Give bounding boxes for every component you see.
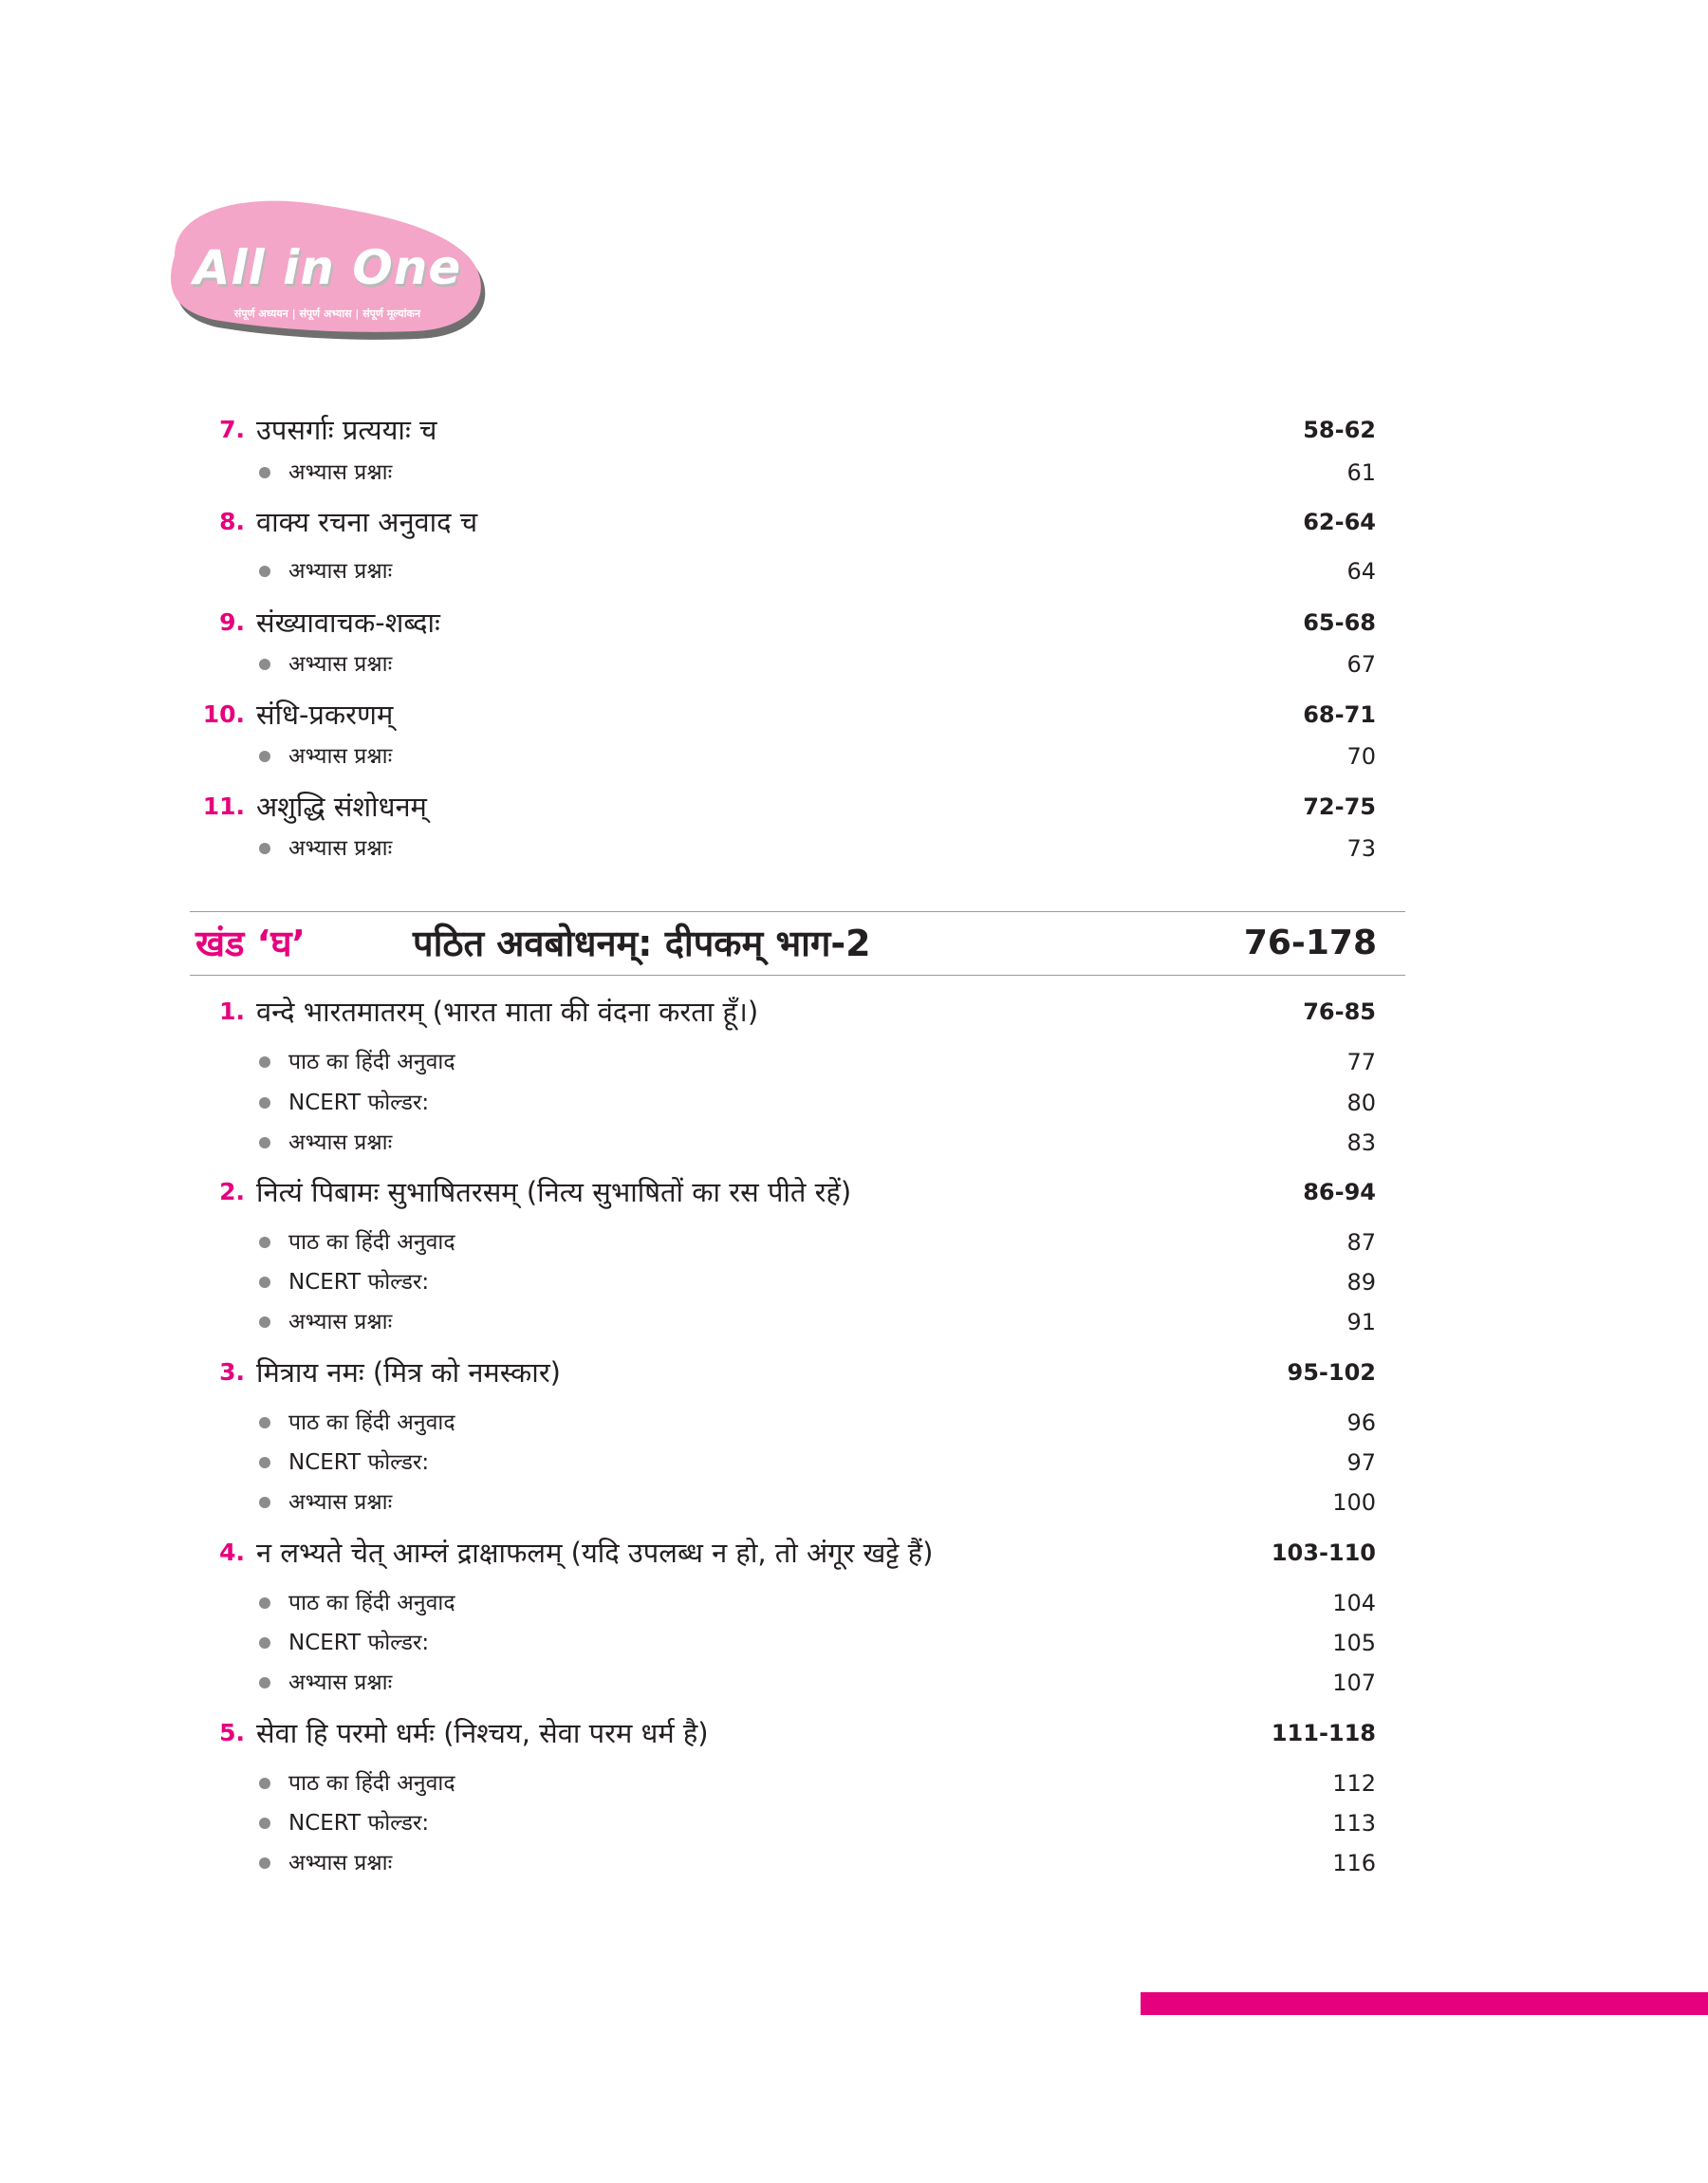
chapter-page-range: 76-85 (1303, 998, 1376, 1025)
chapter-page-range: 95-102 (1287, 1359, 1376, 1386)
bullet-icon (259, 1857, 270, 1869)
toc-sub-row[interactable] (0, 1764, 1708, 1802)
sub-label: NCERT फोल्डर: (288, 1811, 430, 1836)
chapter-number: 1. (219, 998, 245, 1025)
bullet-icon (259, 1457, 270, 1468)
sub-label: पाठ का हिंदी अनुवाद (288, 1050, 455, 1074)
toc-sub-row[interactable] (0, 1444, 1708, 1482)
sub-label: NCERT फोल्डर: (288, 1450, 430, 1475)
toc-sub-row[interactable] (0, 830, 1708, 868)
sub-page: 70 (1346, 743, 1376, 770)
toc-chapter-row[interactable] (0, 604, 1708, 642)
sub-page: 100 (1332, 1489, 1376, 1516)
footer-accent-bar (1141, 1992, 1708, 2015)
bullet-icon (259, 1818, 270, 1829)
toc-sub-row[interactable] (0, 1223, 1708, 1261)
toc-chapter-row[interactable] (0, 1173, 1708, 1211)
chapter-page-range: 58-62 (1303, 417, 1376, 443)
chapter-title: न लभ्यते चेत् आम्लं द्राक्षाफलम् (यदि उपलब्ध न हो, तो अंगूर खट्टे हैं) (256, 1537, 934, 1569)
chapter-title: संख्यावाचक-शब्दाः (256, 606, 440, 639)
bullet-icon (259, 1316, 270, 1328)
sub-page: 116 (1332, 1850, 1376, 1876)
chapter-number: 9. (219, 608, 245, 636)
logo-tagline: संपूर्ण अध्ययन | संपूर्ण अभ्यास | संपूर्ण मूल्यांकन (233, 308, 421, 320)
toc-sub-row[interactable] (0, 1404, 1708, 1442)
toc-chapter-row[interactable] (0, 1714, 1708, 1752)
sub-label: अभ्यास प्रश्नाः (288, 652, 393, 677)
toc-sub-row[interactable] (0, 1084, 1708, 1122)
toc-sub-row[interactable] (0, 1303, 1708, 1341)
section-header[interactable] (190, 911, 1405, 976)
bullet-icon (259, 1097, 270, 1109)
chapter-page-range: 72-75 (1303, 793, 1376, 820)
sub-page: 112 (1332, 1770, 1376, 1797)
chapter-number: 8. (219, 508, 245, 535)
sub-label: अभ्यास प्रश्नाः (288, 1490, 393, 1515)
sub-page: 96 (1346, 1409, 1376, 1436)
bullet-icon (259, 751, 270, 762)
sub-page: 83 (1346, 1129, 1376, 1156)
sub-page: 67 (1346, 651, 1376, 678)
sub-label: अभ्यास प्रश्नाः (288, 460, 393, 485)
toc-sub-row[interactable] (0, 552, 1708, 590)
chapter-number: 7. (219, 416, 245, 443)
bullet-icon (259, 1417, 270, 1428)
bullet-icon (259, 1497, 270, 1508)
chapter-number: 5. (219, 1719, 245, 1746)
sub-page: 77 (1346, 1049, 1376, 1075)
chapter-title: उपसर्गाः प्रत्ययाः च (256, 414, 437, 446)
chapter-number: 2. (219, 1178, 245, 1205)
sub-label: अभ्यास प्रश्नाः (288, 1130, 393, 1155)
sub-page: 91 (1346, 1309, 1376, 1335)
sub-label: NCERT फोल्डर: (288, 1091, 430, 1115)
bullet-icon (259, 1637, 270, 1649)
sub-label: NCERT फोल्डर: (288, 1270, 430, 1295)
chapter-page-range: 86-94 (1303, 1179, 1376, 1205)
all-in-one-logo (161, 195, 493, 351)
sub-label: अभ्यास प्रश्नाः (288, 1670, 393, 1695)
sub-page: 89 (1346, 1269, 1376, 1296)
toc-sub-row[interactable] (0, 1844, 1708, 1882)
sub-page: 73 (1346, 835, 1376, 862)
chapter-page-range: 68-71 (1303, 701, 1376, 728)
bullet-icon (259, 659, 270, 670)
chapter-title: वन्दे भारतमातरम् (भारत माता की वंदना करता हूँ।) (256, 996, 759, 1028)
toc-sub-row[interactable] (0, 1584, 1708, 1622)
sub-page: 104 (1332, 1590, 1376, 1616)
sub-page: 64 (1346, 558, 1376, 585)
sub-label: अभ्यास प्रश्नाः (288, 1310, 393, 1334)
toc-sub-row[interactable] (0, 1043, 1708, 1081)
bullet-icon (259, 1677, 270, 1689)
toc-chapter-row[interactable] (0, 1353, 1708, 1391)
bullet-icon (259, 467, 270, 478)
bullet-icon (259, 1778, 270, 1789)
chapter-number: 4. (219, 1539, 245, 1566)
chapter-number: 3. (219, 1358, 245, 1386)
sub-page: 61 (1346, 459, 1376, 486)
bullet-icon (259, 843, 270, 854)
sub-label: पाठ का हिंदी अनुवाद (288, 1591, 455, 1615)
bullet-icon (259, 1137, 270, 1148)
chapter-title: नित्यं पिबामः सुभाषितरसम् (नित्य सुभाषितों का रस पीते रहें) (256, 1176, 852, 1208)
toc-sub-row[interactable] (0, 454, 1708, 492)
chapter-title: वाक्य रचना अनुवाद च (256, 506, 478, 538)
toc-sub-row[interactable] (0, 1664, 1708, 1702)
chapter-title: मित्राय नमः (मित्र को नमस्कार) (256, 1356, 561, 1389)
toc-chapter-row[interactable] (0, 696, 1708, 734)
sub-page: 113 (1332, 1810, 1376, 1837)
bullet-icon (259, 1056, 270, 1068)
chapter-title: सेवा हि परमो धर्मः (निश्चय, सेवा परम धर्म है) (256, 1717, 709, 1749)
section-title: पठित अवबोधनम्: दीपकम् भाग-2 (413, 923, 871, 964)
sub-label: अभ्यास प्रश्नाः (288, 744, 393, 769)
sub-label: NCERT फोल्डर: (288, 1631, 430, 1655)
toc-chapter-row[interactable] (0, 411, 1708, 449)
chapter-page-range: 103-110 (1271, 1539, 1376, 1566)
section-label: खंड ‘घ’ (195, 923, 306, 964)
sub-label: पाठ का हिंदी अनुवाद (288, 1410, 455, 1435)
chapter-page-range: 65-68 (1303, 609, 1376, 636)
chapter-title: अशुद्धि संशोधनम् (256, 791, 427, 823)
sub-page: 87 (1346, 1229, 1376, 1256)
sub-page: 107 (1332, 1670, 1376, 1696)
logo-brand-text: All in One (193, 240, 462, 295)
toc-sub-row[interactable] (0, 1624, 1708, 1662)
toc-sub-row[interactable] (0, 1124, 1708, 1162)
chapter-page-range: 111-118 (1271, 1720, 1376, 1746)
sub-page: 97 (1346, 1449, 1376, 1476)
toc-sub-row[interactable] (0, 737, 1708, 775)
chapter-page-range: 62-64 (1303, 509, 1376, 535)
sub-page: 80 (1346, 1090, 1376, 1116)
bullet-icon (259, 1597, 270, 1609)
toc-sub-row[interactable] (0, 1804, 1708, 1842)
chapter-title: संधि-प्रकरणम् (256, 699, 394, 731)
sub-label: पाठ का हिंदी अनुवाद (288, 1230, 455, 1255)
toc-sub-row[interactable] (0, 1483, 1708, 1521)
chapter-number: 11. (202, 793, 245, 820)
toc-chapter-row[interactable] (0, 788, 1708, 826)
section-page-range: 76-178 (1243, 924, 1377, 962)
sub-label: पाठ का हिंदी अनुवाद (288, 1771, 455, 1796)
toc-chapter-row[interactable] (0, 503, 1708, 541)
chapter-number: 10. (202, 700, 245, 728)
toc-sub-row[interactable] (0, 1263, 1708, 1301)
sub-label: अभ्यास प्रश्नाः (288, 836, 393, 861)
bullet-icon (259, 1237, 270, 1248)
sub-label: अभ्यास प्रश्नाः (288, 1851, 393, 1875)
toc-chapter-row[interactable] (0, 993, 1708, 1031)
toc-chapter-row[interactable] (0, 1534, 1708, 1572)
bullet-icon (259, 1277, 270, 1288)
sub-page: 105 (1332, 1630, 1376, 1656)
sub-label: अभ्यास प्रश्नाः (288, 559, 393, 584)
bullet-icon (259, 566, 270, 577)
toc-sub-row[interactable] (0, 645, 1708, 683)
